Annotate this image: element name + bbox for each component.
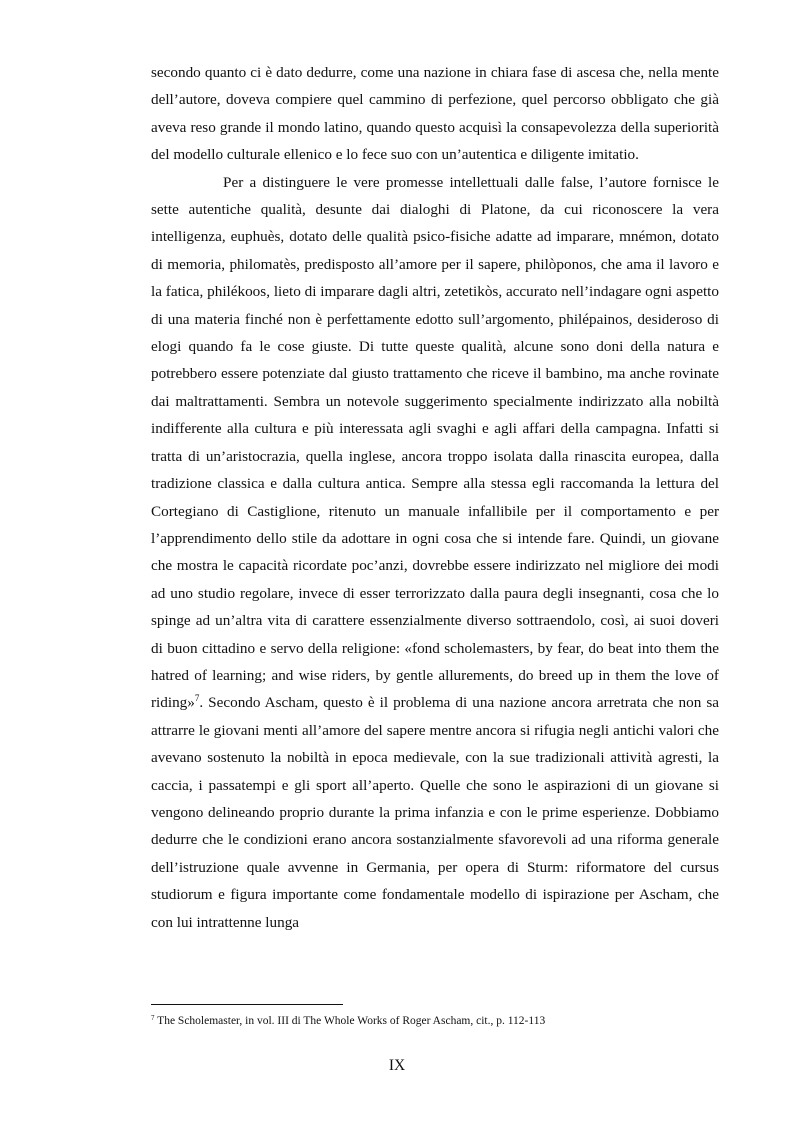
page-number: IX bbox=[388, 1057, 406, 1074]
paragraph-1: secondo quanto ci è dato dedurre, come una nazione in chiara fase di ascesa che, nella mente dell’autore, doveva compiere quel cammino di perfezione, quel percorso obbligato che già aveva reso grande il mondo latino, quando questo acquisì la consapevolezza della superiorità del modello culturale ellenico e lo fece suo con un’autentica e diligente imitatio. bbox=[151, 64, 719, 164]
paragraph-2-continuation: . Secondo Ascham, questo è il problema di una nazione ancora arretrata che non sa attrarre le giovani menti all’amore del sapere mentre ancora si rifugia negli antichi valori che avevano sostenuto la nobiltà in epoca medievale, con la sue tradizionali attività agresti, la caccia, i passatempi e gli sport all’aperto. Quelle che sono le aspirazioni di un giovane si vengono delineando proprio durante la prima infanzia e con le prime esperienze. Dobbiamo dedurre che le condizioni erano ancora sostanzialmente sfavorevoli ad una riforma generale dell’istruzione quale avvenne in Germania, per opera di Sturm: riformatore del cursus studiorum e figura importante come fondamentale modello di ispirazione per Ascham, che con lui intrattenne lunga bbox=[151, 694, 719, 931]
footnote-separator bbox=[151, 1004, 343, 1005]
footnote-reference: 7 bbox=[194, 693, 200, 704]
body-text bbox=[151, 59, 719, 936]
footnote bbox=[151, 1014, 719, 1029]
paragraph-2 bbox=[151, 169, 719, 936]
footnote-text: The Scholemaster, in vol. III di The Whole Works of Roger Ascham, cit., p. 112-113 bbox=[154, 1015, 546, 1027]
paragraph-2-text: Per a distinguere le vere promesse intellettuali dalle false, l’autore fornisce le sette autentiche qualità, desunte dai dialoghi di Platone, da cui riconoscere la vera intelligenza, euphuès, dotato delle qualità psico-fisiche adatte ad imparare, mnémon, dotato di memoria, philomatès, predisposto all’amore per il sapere, philòponos, che ama il lavoro e la fatica, philékoos, lieto di imparare dagli altri, zetetikòs, accurato nell’indagare ogni aspetto di una materia finché non è perfettamente edotto sull’argomento, philépainos, desideroso di elogi quando fa le cose giuste. Di tutte queste qualità, alcune sono doni della natura e potrebbero essere potenziate dal giusto trattamento che riceve il bambino, ma anche rovinate dai maltrattamenti. Sembra un notevole suggerimento specialmente indirizzato alla nobiltà indifferente alla cultura e più interessata agli svaghi e agli affari della campagna. Infatti si tratta di un’aristocrazia, quella inglese, ancora troppo isolata dalla rinascita europea, dalla tradizione classica e dalla cultura antica. Sempre alla stessa egli raccomanda la lettura del Cortegiano di Castiglione, ritenuto un manuale infallibile per il comportamento e per l’apprendimento dello stile da adottare in ogni cosa che si intende fare. Quindi, un giovane che mostra le capacità ricordate poc’anzi, dovrebbe essere indirizzato nel migliore dei modi ad uno studio regolare, invece di esser terrorizzato dalla paura degli insegnanti, cosa che lo spinge ad un’altra vita di carattere essenzialmente diverso sottraendolo, così, ai suoi doveri di buon cittadino e servo della religione: «fond scholemasters, by fear, do beat into them the hatred of learning; and wise riders, by gentle allurements, do breed up in them the love of riding» bbox=[151, 173, 719, 712]
footnote-number: 7 bbox=[151, 1014, 155, 1022]
